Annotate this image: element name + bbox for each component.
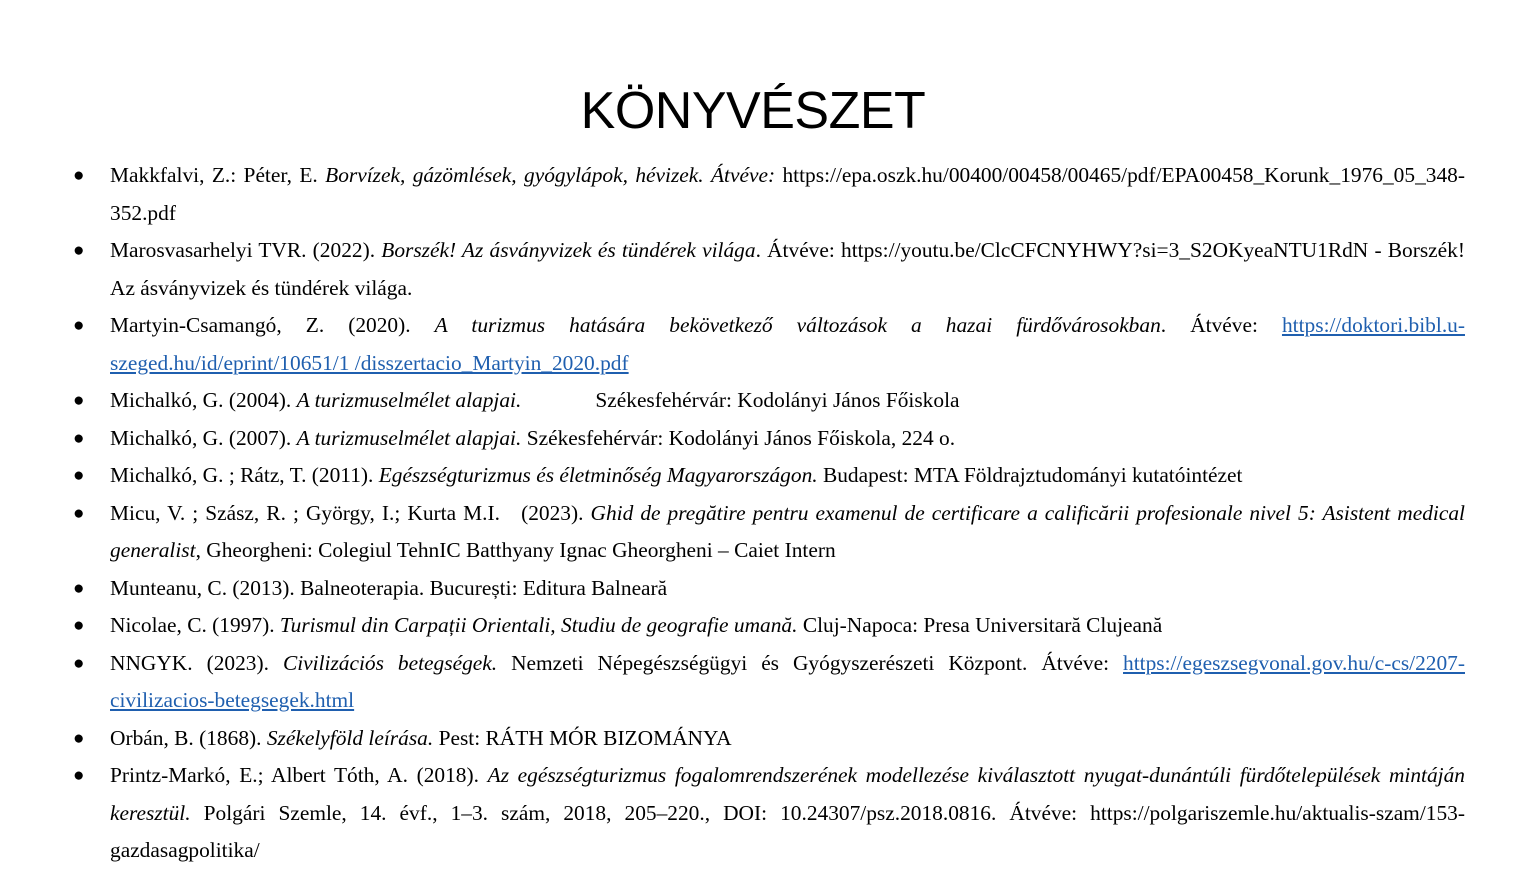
reference-text — [110, 420, 1465, 458]
bullet-icon: ● — [73, 577, 85, 599]
ref-author: Orbán, B. (1868). — [110, 725, 262, 750]
reference-list — [0, 157, 1465, 870]
ref-title: Egészségturizmus és életminőség Magyarországon. — [378, 463, 818, 487]
ref-author: Micu, V. ; Szász, R. ; György, I.; Kurta M.I. (2023). — [110, 500, 584, 525]
ref-suffix: - Borszék! Az ásványvizek és tündérek világa. — [110, 238, 1465, 300]
ref-link[interactable]: https://egeszsegvonal.gov.hu/c-cs/2207-civilizacios-betegsegek.html — [110, 650, 1465, 712]
ref-author: NNGYK. (2023). — [110, 650, 269, 675]
reference-text — [110, 382, 1465, 420]
ref-author: Martyin-Csamangó, Z. (2020). — [110, 313, 411, 337]
bullet-icon: ● — [73, 615, 85, 636]
ref-title: Székelyföld leírása. — [266, 725, 434, 750]
reference-item — [0, 457, 1465, 495]
ref-publisher: Polgári Szemle, 14. évf., 1–3. szám, 2018, 205–220., DOI: 10.24307/psz.2018.0816. Átvéve: — [203, 800, 1078, 825]
ref-publisher: Nemzeti Népegészségügyi és Gyógyszerészeti Központ. Átvéve: — [511, 650, 1110, 675]
ref-publisher: Budapest: MTA Földrajztudományi kutatóintézet — [822, 463, 1243, 487]
ref-title: Borszék! Az ásványvizek és tündérek világa — [381, 238, 756, 262]
ref-author: Michalkó, G. ; Rátz, T. (2011). — [110, 463, 374, 487]
bullet-icon: ● — [73, 652, 85, 674]
bullet-icon: ● — [73, 765, 85, 786]
reference-text — [110, 157, 1465, 232]
ref-title: Civilizációs betegségek. — [282, 650, 498, 675]
reference-item — [0, 232, 1465, 307]
bullet-icon: ● — [73, 502, 85, 524]
ref-publisher: Székesfehérvár: Kodolányi János Főiskola — [595, 388, 960, 412]
ref-author: Printz-Markó, E.; Albert Tóth, A. (2018). — [110, 763, 479, 787]
ref-author: Makkfalvi, Z.: Péter, E. — [110, 163, 318, 187]
bullet-icon: ● — [73, 165, 85, 186]
ref-title: Ghid de pregătire pentru examenul de certificare a calificării profesionale nivel 5: Asistent medical generalist — [110, 500, 1465, 562]
ref-title: A turizmuselmélet alapjai. — [296, 425, 522, 450]
reference-text — [110, 720, 1465, 758]
reference-item — [0, 757, 1465, 870]
bullet-icon: ● — [73, 427, 85, 449]
ref-publisher: Cluj-Napoca: Presa Universitară Clujeană — [802, 613, 1163, 637]
bullet-icon: ● — [73, 727, 85, 749]
reference-item — [0, 495, 1465, 570]
ref-title: A turizmus hatására bekövetkező változások a hazai fürdővárosokban — [434, 313, 1161, 337]
ref-url: https://youtu.be/ClcCFCNYHWY?si=3_S2OKyeaNTU1RdN — [841, 238, 1369, 262]
reference-text — [110, 757, 1465, 870]
bullet-icon: ● — [73, 315, 85, 336]
reference-text: Munteanu, C. (2013). Balneoterapia. București: Editura Balneară — [110, 575, 668, 600]
reference-item — [0, 307, 1465, 382]
ref-url: https://epa.oszk.hu/00400/00458/00465/pdf/EPA00458_Korunk_1976_05_348-352.pdf — [110, 163, 1465, 225]
reference-text — [110, 607, 1465, 645]
ref-label: . Átvéve: — [755, 238, 835, 262]
ref-title: Borvízek, gázömlések, gyógylápok, hévizek. Átvéve: — [325, 163, 776, 187]
reference-text — [110, 645, 1465, 720]
ref-author: Michalkó, G. (2007). — [110, 425, 292, 450]
ref-title: Turismul din Carpații Orientali, Studiu de geografie umană. — [279, 613, 798, 637]
ref-publisher: , Gheorgheni: Colegiul TehnIC Batthyany Ignac Gheorgheni – Caiet Intern — [195, 538, 836, 562]
ref-title: A turizmuselmélet alapjai. — [296, 388, 522, 412]
ref-publisher: Pest: RÁTH MÓR BIZOMÁNYA — [438, 725, 732, 750]
ref-link[interactable]: https://doktori.bibl.u-szeged.hu/id/eprint/10651/1 /disszertacio_Martyin_2020.pdf — [110, 313, 1465, 375]
reference-item — [0, 720, 1465, 758]
bullet-icon: ● — [73, 240, 85, 261]
reference-item — [0, 570, 1465, 608]
reference-text — [110, 232, 1465, 307]
reference-item — [0, 382, 1465, 420]
reference-text — [110, 495, 1465, 570]
reference-text — [110, 307, 1465, 382]
page-title: KÖNYVÉSZET — [580, 82, 926, 140]
reference-item — [0, 157, 1465, 232]
ref-author: Michalkó, G. (2004). — [110, 388, 292, 412]
ref-author: Marosvasarhelyi TVR. (2022). — [110, 238, 376, 262]
reference-text — [110, 457, 1465, 495]
bullet-icon: ● — [73, 390, 85, 411]
ref-author: Nicolae, C. (1997). — [110, 613, 275, 637]
ref-url: https://polgariszemle.hu/aktualis-szam/153-gazdasagpolitika/ — [110, 800, 1465, 862]
reference-item — [0, 420, 1465, 458]
ref-label: . Átvéve: — [1160, 313, 1258, 337]
reference-item — [0, 645, 1465, 720]
ref-publisher: Székesfehérvár: Kodolányi János Főiskola, 224 o. — [526, 425, 956, 450]
reference-item — [0, 607, 1465, 645]
ref-title: Az egészségturizmus fogalomrendszerének modellezése kiválasztott nyugat-dunántúli fürdőtelepülések mintáján keresztül. — [110, 763, 1465, 825]
bullet-icon: ● — [73, 465, 85, 486]
